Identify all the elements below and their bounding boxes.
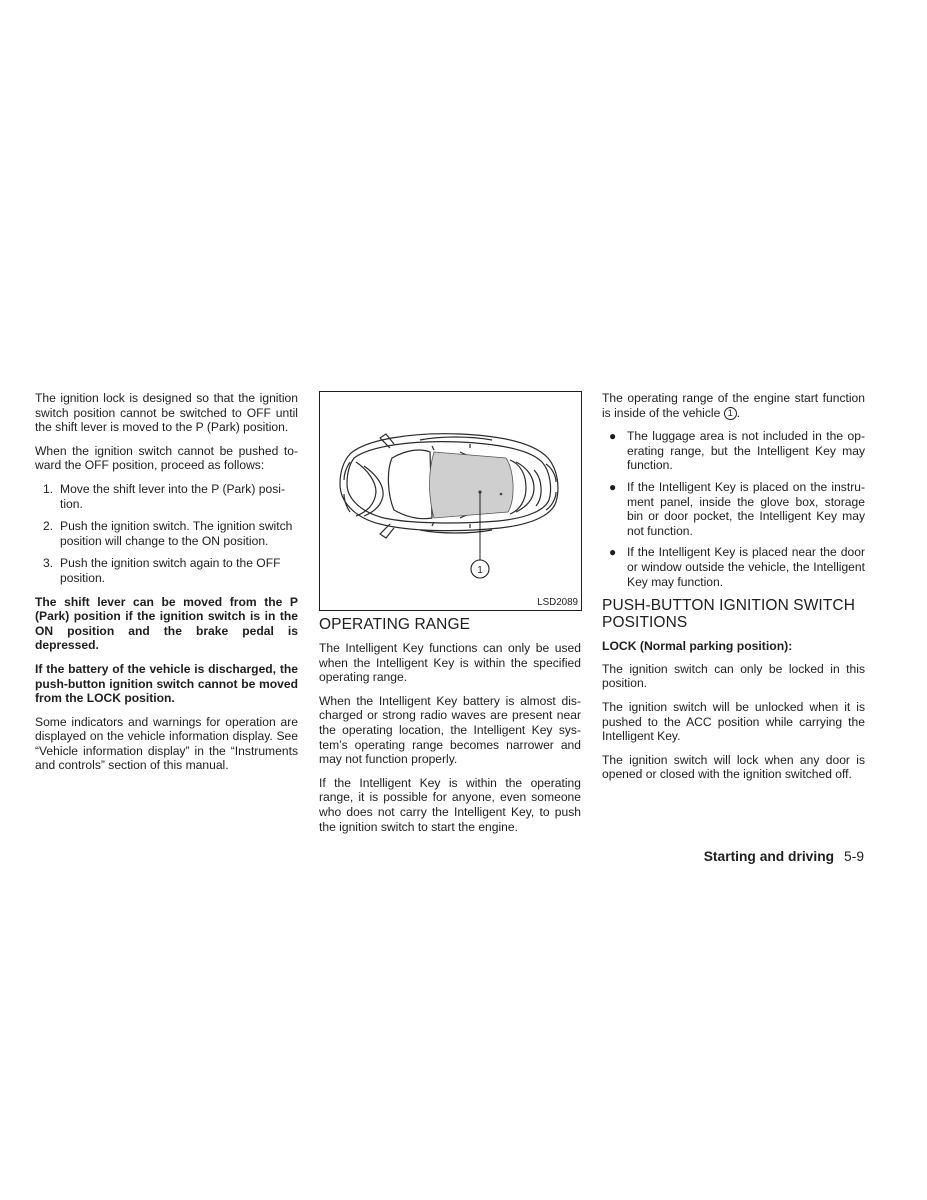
list-item: ● If the Intelligent Key is placed on the instrument panel, inside the glove box, storage bin or door pocket, the Intelligent Key may not function.: [609, 479, 865, 538]
footer-section-title: Starting and driving: [703, 849, 835, 864]
paragraph: The ignition switch will be unlocked when it is pushed to the ACC position while carrying the Intelligent Key.: [602, 699, 865, 744]
bullet-icon: ●: [609, 545, 617, 560]
paragraph: When the ignition switch cannot be pushed toward the OFF position, proceed as follows:: [35, 443, 298, 473]
paragraph: The ignition switch can only be locked in this position.: [602, 661, 865, 691]
paragraph: Some indicators and warnings for operation are displayed on the vehicle information display. See “Vehicle information display” in the “Instruments and controls” section of this manual.: [35, 714, 298, 773]
page-footer: [704, 849, 864, 864]
paragraph: The operating range of the engine start function is inside of the vehicle 1 .: [602, 391, 865, 420]
car-top-view-illustration: [320, 392, 581, 610]
bullet-icon: ●: [609, 479, 617, 494]
section-heading: PUSH-BUTTON IGNITION SWITCH POSITIONS: [602, 597, 855, 632]
paragraph: When the Intelligent Key battery is almost discharged or strong radio waves are present near the operating location, the Intelligent Key system’s operating range becomes narrower and may not function properly.: [319, 693, 581, 767]
steps-list: [35, 482, 298, 586]
bold-note: If the battery of the vehicle is discharged, the push-button ignition switch cannot be moved from the LOCK position.: [35, 661, 298, 706]
right-column: [602, 391, 865, 791]
figure-id: LSD2089: [537, 597, 578, 608]
bullet-icon: ●: [609, 429, 617, 444]
subheading: LOCK (Normal parking position):: [602, 639, 793, 654]
page-number: 5-9: [844, 849, 864, 864]
paragraph: The ignition switch will lock when any door is opened or closed with the ignition switched off.: [602, 752, 865, 782]
list-item: 2. Push the ignition switch. The ignition switch position will change to the ON position.: [43, 519, 293, 548]
list-item: 3. Push the ignition switch again to the OFF position.: [43, 556, 281, 585]
paragraph: The ignition lock is designed so that the ignition switch position cannot be switched to OFF until the shift lever is moved to the P (Park) position.: [35, 391, 298, 435]
left-column: [35, 391, 298, 782]
section-heading: OPERATING RANGE: [319, 616, 471, 633]
bold-note: The shift lever can be moved from the P (Park) position if the ignition switch is in the ON position and the brake pedal is depressed.: [35, 594, 298, 653]
list-item: ● If the Intelligent Key is placed near the door or window outside the vehicle, the Intelligent Key may function.: [609, 545, 865, 589]
middle-column: [319, 391, 581, 843]
paragraph: The Intelligent Key functions can only be used when the Intelligent Key is within the specified operating range.: [319, 641, 581, 685]
list-item: ● The luggage area is not included in the operating range, but the Intelligent Key may function.: [609, 429, 865, 473]
operating-range-figure: [319, 391, 582, 611]
list-item: 1. Move the shift lever into the P (Park) position.: [43, 481, 285, 511]
callout-circle: 1: [724, 407, 737, 420]
bullet-list: [602, 429, 865, 589]
paragraph: If the Intelligent Key is within the operating range, it is possible for anyone, even someone who does not carry the Intelligent Key, to push the ignition switch to start the engine.: [319, 775, 581, 834]
callout-number: 1: [477, 565, 483, 576]
